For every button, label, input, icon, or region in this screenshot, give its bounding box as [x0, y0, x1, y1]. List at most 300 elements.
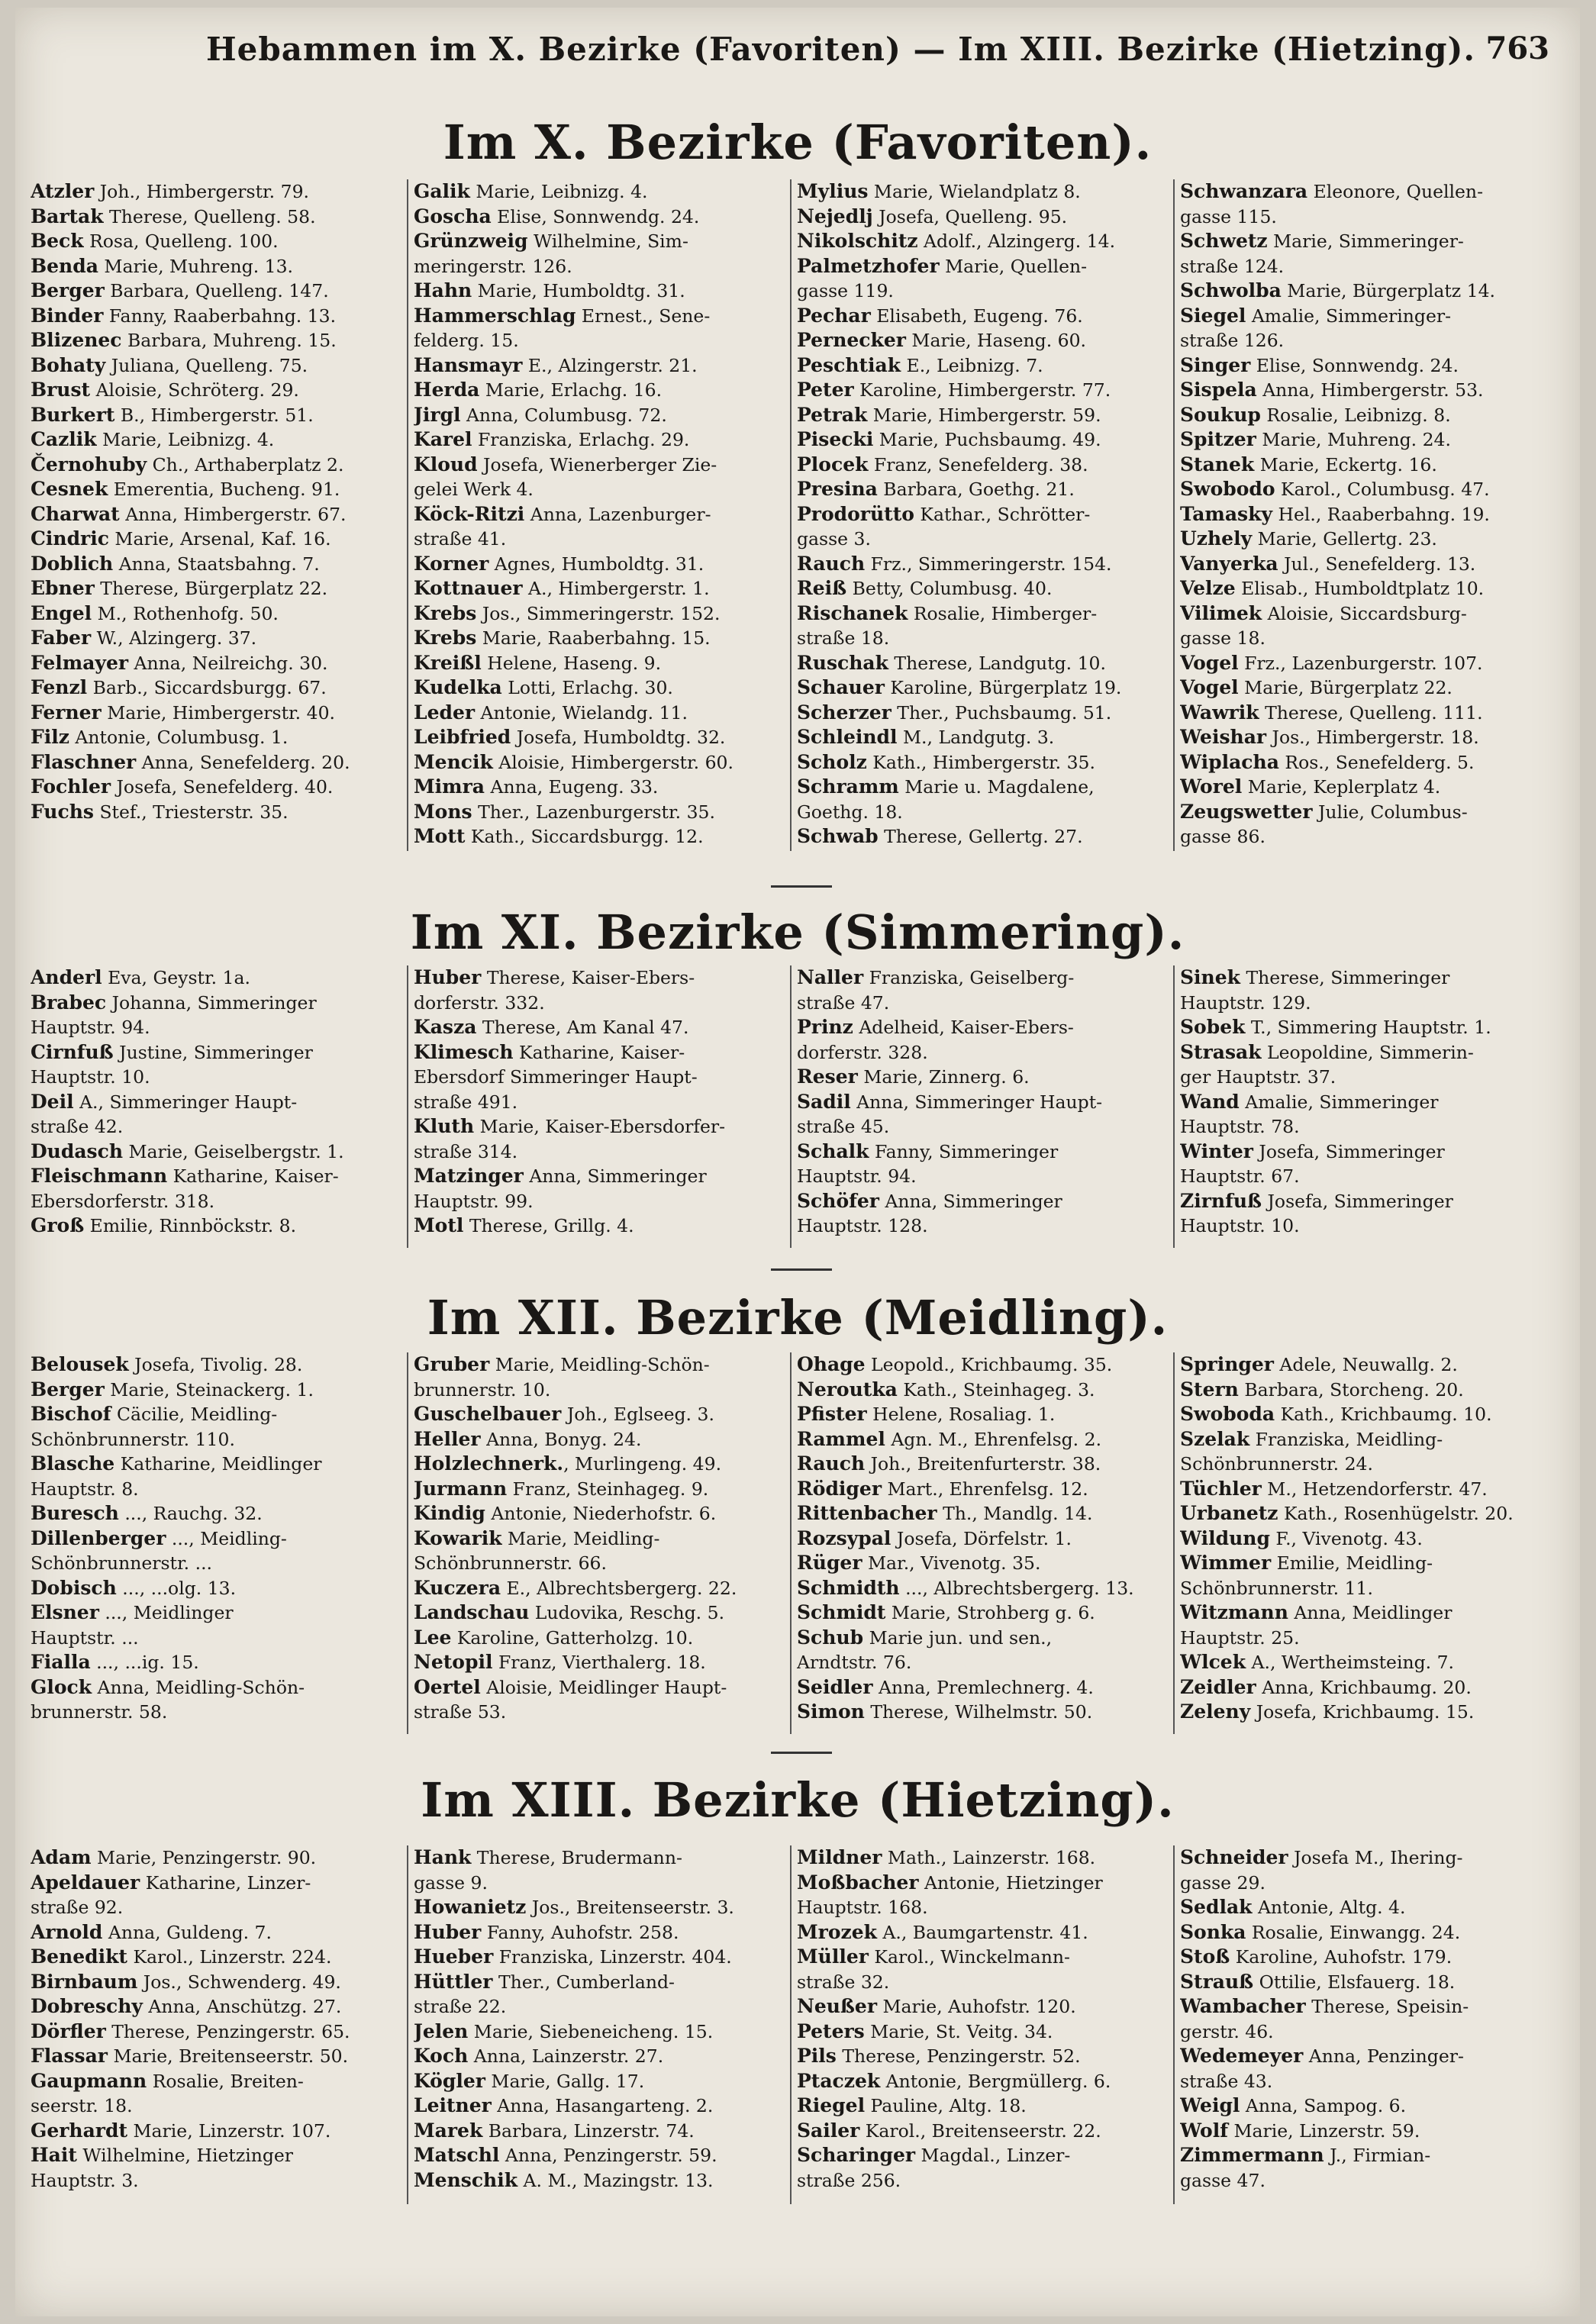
entry-details: Marie, Gallg. 17. [485, 2070, 645, 2092]
entry-surname: Fenzl [31, 676, 88, 698]
directory-entry [414, 254, 785, 279]
entry-details: Rosa, Quelleng. 100. [83, 230, 279, 252]
directory-entry [797, 1871, 1168, 1896]
entry-details: A., Himbergerstr. 1. [522, 578, 710, 599]
column-rule [790, 965, 792, 1248]
entry-surname: Sadil [797, 1090, 851, 1113]
entry-details: Anna, Meidlinger [1288, 1602, 1453, 1623]
directory-entry [31, 328, 401, 353]
section-title-xii: Im XII. Bezirke (Meidling). [427, 1290, 1169, 1346]
entry-details: gasse 119. [797, 280, 894, 301]
entry-surname: Oertel [414, 1675, 481, 1698]
entry-surname: Naller [797, 966, 864, 988]
directory-entry [797, 1189, 1168, 1214]
entry-surname: Blizenec [31, 329, 122, 351]
entry-surname: Dobreschy [31, 1995, 143, 2017]
entry-details: straße 42. [31, 1116, 124, 1137]
entry-surname: Soukup [1180, 403, 1261, 426]
entry-surname: Adam [31, 1846, 92, 1868]
directory-entry [414, 965, 785, 991]
directory-entry [31, 1945, 401, 1970]
entry-surname: Rozsypal [797, 1526, 892, 1549]
entry-details: Emilie, Rinnböckstr. 8. [84, 1215, 297, 1236]
directory-entry [797, 1526, 1168, 1552]
directory-entry [797, 1576, 1168, 1601]
entry-details: Jos., Himbergerstr. 18. [1266, 727, 1479, 748]
directory-entry [31, 1402, 401, 1427]
entry-surname: Charwat [31, 502, 120, 525]
entry-details: E., Alzingerstr. 21. [522, 354, 698, 376]
directory-entry [414, 651, 785, 676]
directory-entry [414, 2069, 785, 2094]
directory-entry [1180, 1189, 1551, 1214]
entry-details: Anna, Senefelderg. 20. [136, 751, 350, 773]
entry-surname: Hank [414, 1846, 472, 1868]
entry-details: Marie, Haseng. 60. [905, 330, 1087, 351]
directory-entry [31, 527, 401, 552]
directory-entry [414, 1920, 785, 1945]
entry-details: Amalie, Simmeringer [1239, 1091, 1439, 1113]
entry-details: Marie, Breitenseerstr. 50. [107, 2045, 349, 2067]
section-xi-columns [31, 965, 1565, 1248]
entry-details: Hauptstr. ... [31, 1626, 139, 1649]
directory-entry [414, 1675, 785, 1700]
entry-surname: Korner [414, 552, 489, 575]
entry-surname: Simon [797, 1700, 865, 1723]
directory-entry [414, 502, 785, 527]
directory-entry [31, 1576, 401, 1601]
entry-details: straße 47. [797, 991, 890, 1014]
directory-entry [31, 179, 401, 205]
directory-entry [797, 527, 1168, 552]
entry-surname: Galik [414, 180, 470, 202]
entry-surname: Mimra [414, 775, 485, 798]
directory-entry [1180, 991, 1551, 1016]
entry-details: Anna, Meidling-Schön- [92, 1676, 305, 1698]
entry-details: Therese, Penzingerstr. 52. [836, 2045, 1081, 2067]
entry-details: Anna, Guldeng. 7. [102, 1921, 272, 1943]
directory-entry [797, 403, 1168, 428]
entry-surname: Schmidt [797, 1601, 886, 1623]
entry-details: Ebersdorferstr. 318. [31, 1190, 215, 1212]
directory-entry [1180, 1845, 1551, 1871]
entry-surname: Jirgl [414, 403, 461, 426]
entry-surname: Cazlik [31, 428, 97, 450]
entry-details: Eva, Geystr. 1a. [102, 967, 250, 988]
directory-entry [1180, 626, 1551, 651]
directory-entry [414, 1576, 785, 1601]
entry-surname: Schalk [797, 1139, 869, 1162]
entry-details: Marie, Humboldtg. 31. [472, 280, 685, 301]
entry-details: Josefa, Dörfelstr. 1. [891, 1527, 1072, 1549]
entry-details: Julie, Columbus- [1312, 801, 1468, 823]
directory-entry [31, 775, 401, 800]
entry-details: Antonie, Altg. 4. [1252, 1897, 1406, 1918]
directory-entry [414, 427, 785, 453]
entry-details: Franziska, Geiselberg- [863, 967, 1075, 988]
directory-entry [797, 1675, 1168, 1700]
directory-entry [31, 1164, 401, 1189]
directory-entry [797, 353, 1168, 379]
entry-surname: Schramm [797, 775, 899, 798]
entry-details: Joh., Himbergerstr. 79. [94, 181, 309, 202]
entry-surname: Schöfer [797, 1189, 879, 1212]
directory-entry [797, 179, 1168, 205]
entry-surname: Flassar [31, 2045, 108, 2067]
entry-details: , Murlingeng. 49. [563, 1453, 722, 1475]
entry-details: Ther., Cumberland- [492, 1971, 675, 1993]
entry-surname: Zeugswetter [1180, 800, 1313, 823]
entry-details: straße 32. [797, 1971, 890, 1993]
entry-details: Arndtstr. 76. [797, 1652, 912, 1673]
entry-details: Mar., Vivenotg. 35. [862, 1552, 1041, 1574]
directory-entry [414, 2094, 785, 2119]
section-xiii-columns [31, 1845, 1565, 2204]
directory-entry [31, 1650, 401, 1675]
entry-details: Aloisie, Schröterg. 29. [90, 379, 299, 401]
entry-details: ..., ...olg. 13. [116, 1577, 237, 1599]
page-number: 763 [1485, 31, 1549, 66]
entry-surname: Hahn [414, 279, 472, 301]
directory-entry [31, 601, 401, 627]
entry-details: ..., Rauchg. 32. [118, 1503, 263, 1524]
directory-entry [797, 1427, 1168, 1452]
entry-details: ..., Albrechtsbergerg. 13. [899, 1577, 1134, 1599]
entry-surname: Rüger [797, 1552, 862, 1574]
directory-entry [797, 1015, 1168, 1040]
entry-surname: Stoß [1180, 1945, 1230, 1968]
entry-details: Amalie, Simmeringer- [1246, 305, 1452, 327]
entry-surname: Brust [31, 379, 91, 401]
directory-entry [797, 1845, 1168, 1871]
entry-details: Stef., Triesterstr. 35. [93, 801, 289, 823]
entry-surname: Palmetzhofer [797, 254, 940, 277]
directory-entry [31, 991, 401, 1016]
directory-entry [797, 1600, 1168, 1626]
directory-entry [797, 725, 1168, 750]
directory-entry [797, 1477, 1168, 1502]
directory-entry [414, 304, 785, 329]
entry-surname: Ferner [31, 701, 102, 724]
entry-surname: Ohage [797, 1353, 866, 1375]
directory-entry [31, 1845, 401, 1871]
directory-entry [31, 800, 401, 825]
entry-surname: Urbanetz [1180, 1502, 1278, 1524]
directory-entry [797, 1402, 1168, 1427]
entry-details: Marie, Arsenal, Kaf. 16. [108, 528, 331, 550]
entry-details: Marie, Linzerstr. 59. [1227, 2119, 1420, 2142]
entry-surname: Müller [797, 1945, 869, 1968]
entry-surname: Menschik [414, 2168, 518, 2191]
entry-details: M., Hetzendorferstr. 47. [1261, 1478, 1488, 1500]
directory-entry [414, 1214, 785, 1239]
entry-surname: Goscha [414, 205, 492, 227]
entry-details: Anna, Penzingerstr. 59. [499, 2145, 717, 2166]
directory-entry [797, 2119, 1168, 2144]
directory-entry [1180, 601, 1551, 627]
entry-surname: Sonka [1180, 1920, 1246, 1943]
directory-entry [414, 453, 785, 478]
entry-details: straße 92. [31, 1897, 124, 1918]
directory-entry [414, 1114, 785, 1139]
entry-surname: Mons [414, 800, 472, 823]
entry-details: Pauline, Altg. 18. [865, 2095, 1027, 2116]
entry-details: Elise, Sonnwendg. 24. [1250, 354, 1459, 376]
directory-entry [31, 1452, 401, 1477]
entry-surname: Zimmermann [1180, 2144, 1324, 2166]
section-divider [771, 1268, 832, 1271]
entry-surname: Scholz [797, 750, 867, 773]
directory-column [414, 1845, 785, 2204]
directory-entry [1180, 403, 1551, 428]
directory-entry [414, 1164, 785, 1189]
entry-details: Ottilie, Elsfauerg. 18. [1253, 1971, 1456, 1993]
entry-details: Anna, Himbergerstr. 67. [119, 503, 347, 525]
directory-entry [1180, 2044, 1551, 2069]
directory-entry [414, 1015, 785, 1040]
entry-surname: Kindig [414, 1502, 485, 1524]
entry-surname: Hueber [414, 1945, 494, 1968]
directory-entry [797, 1970, 1168, 1995]
entry-surname: Schleindl [797, 726, 898, 748]
entry-surname: Spitzer [1180, 428, 1256, 450]
directory-entry [797, 775, 1168, 800]
entry-surname: Howanietz [414, 1896, 527, 1918]
entry-surname: Rauch [797, 1452, 866, 1475]
directory-entry [414, 328, 785, 353]
entry-surname: Schwab [797, 825, 879, 847]
directory-entry [414, 1427, 785, 1452]
entry-details: Mart., Ehrenfelsg. 12. [882, 1478, 1088, 1500]
directory-entry [31, 1378, 401, 1403]
entry-details: Marie, Linzerstr. 107. [127, 2119, 331, 2142]
entry-surname: Benda [31, 254, 98, 277]
directory-entry [797, 1895, 1168, 1920]
entry-details: W., Alzingerg. 37. [91, 627, 257, 649]
entry-details: Aloisie, Siccardsburg- [1262, 602, 1467, 624]
directory-entry [31, 1675, 401, 1700]
directory-entry [1180, 179, 1551, 205]
entry-details: Anna, Sampog. 6. [1240, 2095, 1407, 2116]
entry-surname: Huber [414, 966, 482, 988]
directory-entry [414, 403, 785, 428]
entry-surname: Bischof [31, 1403, 111, 1425]
entry-details: Antonie, Wielandg. 11. [475, 701, 688, 724]
directory-entry [1180, 1650, 1551, 1675]
column-rule [1173, 965, 1175, 1248]
column-rule [1173, 1845, 1175, 2204]
entry-surname: Kreißl [414, 651, 482, 674]
directory-entry [797, 1626, 1168, 1651]
directory-entry [1180, 2019, 1551, 2045]
entry-details: ..., ...ig. 15. [90, 1652, 199, 1673]
entry-details: Franz, Vierthalerg. 18. [492, 1652, 706, 1673]
entry-surname: Vilimek [1180, 601, 1262, 624]
entry-surname: Wiplacha [1180, 750, 1279, 773]
directory-entry [414, 2143, 785, 2168]
directory-entry [797, 1214, 1168, 1239]
entry-details: Anna, Lainzerstr. 27. [468, 2045, 664, 2067]
entry-surname: Huber [414, 1920, 482, 1943]
directory-entry [1180, 1526, 1551, 1552]
directory-entry [414, 552, 785, 577]
entry-details: ger Hauptstr. 37. [1180, 1066, 1336, 1088]
entry-surname: Benedikt [31, 1945, 127, 1968]
directory-entry [797, 1065, 1168, 1090]
entry-surname: Hansmayr [414, 353, 523, 376]
entry-details: Ther., Lazenburgerstr. 35. [472, 801, 715, 823]
directory-entry [414, 1871, 785, 1896]
entry-details: Marie, Kaiser-Ebersdorfer- [474, 1116, 726, 1137]
directory-entry [1180, 675, 1551, 701]
entry-details: Betty, Columbusg. 40. [846, 578, 1053, 599]
entry-surname: Zirnfuß [1180, 1189, 1262, 1212]
directory-entry [31, 1015, 401, 1040]
entry-surname: Cirnfuß [31, 1040, 114, 1063]
directory-entry [414, 701, 785, 726]
directory-entry [31, 1477, 401, 1502]
entry-surname: Riegel [797, 2094, 866, 2116]
directory-entry [1180, 1675, 1551, 1700]
directory-entry [1180, 750, 1551, 775]
entry-details: Joh., Breitenfurterstr. 38. [865, 1453, 1101, 1475]
directory-entry [31, 1065, 401, 1090]
entry-details: Marie, Bürgerplatz 14. [1281, 280, 1496, 301]
entry-surname: Reiß [797, 577, 847, 599]
directory-entry [1180, 1378, 1551, 1403]
directory-entry [797, 626, 1168, 651]
directory-entry [1180, 1551, 1551, 1576]
entry-surname: Atzler [31, 180, 95, 202]
entry-details: Wilhelmine, Hietzinger [76, 2145, 294, 2166]
entry-surname: Bohaty [31, 353, 106, 376]
entry-surname: Vanyerka [1180, 552, 1278, 575]
directory-entry [1180, 229, 1551, 254]
directory-entry [414, 205, 785, 230]
directory-entry [1180, 2119, 1551, 2144]
entry-surname: Worel [1180, 775, 1243, 798]
directory-entry [31, 477, 401, 502]
entry-details: brunnerstr. 10. [414, 1378, 551, 1401]
entry-details: Elisab., Humboldtplatz 10. [1235, 578, 1485, 599]
entry-details: Schönbrunnerstr. ... [31, 1552, 213, 1574]
directory-entry [31, 626, 401, 651]
entry-details: Hauptstr. 129. [1180, 991, 1311, 1014]
entry-surname: Swoboda [1180, 1403, 1275, 1425]
entry-details: Kath., Himbergerstr. 35. [866, 751, 1095, 773]
directory-column [1180, 1845, 1551, 2204]
entry-details: gasse 29. [1180, 1871, 1266, 1894]
directory-entry [1180, 1626, 1551, 1651]
entry-surname: Cesnek [31, 478, 108, 500]
directory-entry [1180, 1352, 1551, 1378]
directory-entry [797, 477, 1168, 502]
directory-entry [1180, 701, 1551, 726]
entry-surname: Schwolba [1180, 279, 1282, 301]
entry-surname: Dobisch [31, 1576, 117, 1599]
directory-entry [1180, 965, 1551, 991]
entry-details: gelei Werk 4. [414, 479, 534, 500]
directory-entry [31, 651, 401, 676]
directory-entry [797, 453, 1168, 478]
directory-entry [31, 1700, 401, 1725]
entry-details: Anna, Staatsbahng. 7. [113, 553, 320, 575]
directory-entry [31, 1501, 401, 1526]
directory-entry [31, 502, 401, 527]
entry-details: Aloisie, Meidlinger Haupt- [480, 1676, 727, 1698]
entry-surname: Strauß [1180, 1970, 1254, 1993]
column-rule [407, 965, 408, 1248]
entry-details: Marie, Keplerplatz 4. [1242, 776, 1441, 798]
entry-surname: Pils [797, 2045, 837, 2067]
entry-surname: Dillenberger [31, 1526, 166, 1549]
entry-surname: Köck-Ritzi [414, 502, 525, 525]
entry-surname: Wimmer [1180, 1552, 1272, 1574]
directory-entry [414, 1352, 785, 1378]
entry-details: Hauptstr. 99. [414, 1190, 534, 1212]
entry-details: Agn. M., Ehrenfelsg. 2. [885, 1428, 1102, 1450]
entry-surname: Rittenbacher [797, 1502, 937, 1524]
directory-entry [414, 824, 785, 849]
entry-details: Anna, Simmeringer [523, 1165, 707, 1187]
directory-entry [1180, 1994, 1551, 2019]
entry-surname: Wildung [1180, 1526, 1270, 1549]
directory-column [414, 1352, 785, 1734]
entry-details: Anna, Lazenburger- [524, 503, 711, 525]
directory-entry [31, 205, 401, 230]
entry-details: Magdal., Linzer- [915, 2145, 1071, 2166]
directory-entry [797, 1164, 1168, 1189]
entry-details: straße 126. [1180, 330, 1285, 351]
entry-details: gasse 9. [414, 1871, 488, 1894]
entry-surname: Motl [414, 1214, 464, 1236]
entry-surname: Pfister [797, 1403, 867, 1425]
column-rule [407, 1845, 408, 2204]
directory-page [15, 8, 1580, 2316]
entry-details: Anna, Columbusg. 72. [460, 404, 667, 426]
entry-surname: Leder [414, 701, 476, 724]
entry-surname: Kuczera [414, 1576, 501, 1599]
entry-surname: Doblich [31, 552, 114, 575]
entry-surname: Gruber [414, 1353, 490, 1375]
entry-details: Rosalie, Himberger- [908, 602, 1098, 624]
directory-entry [1180, 1895, 1551, 1920]
entry-surname: Kögler [414, 2069, 485, 2092]
entry-surname: Groß [31, 1214, 85, 1236]
entry-surname: Sinek [1180, 966, 1240, 988]
entry-surname: Rödiger [797, 1477, 882, 1500]
directory-entry [414, 601, 785, 627]
entry-details: Therese, Quelleng. 111. [1259, 701, 1483, 724]
entry-details: Ther., Puchsbaumg. 51. [891, 701, 1112, 724]
column-rule [790, 179, 792, 851]
entry-details: straße 43. [1180, 2070, 1273, 2092]
entry-surname: Zeidler [1180, 1675, 1256, 1698]
directory-column [797, 965, 1168, 1248]
entry-details: Emilie, Meidling- [1271, 1552, 1433, 1574]
entry-surname: Tüchler [1180, 1477, 1262, 1500]
directory-entry [414, 1700, 785, 1725]
entry-details: Kath., Rosenhügelstr. 20. [1278, 1503, 1514, 1524]
directory-entry [797, 254, 1168, 279]
directory-entry [31, 2019, 401, 2045]
entry-details: Franziska, Meidling- [1249, 1428, 1443, 1450]
entry-details: Barb., Siccardsburgg. 67. [87, 677, 327, 698]
entry-details: Leopoldine, Simmerin- [1261, 1041, 1474, 1063]
entry-details: Karol., Columbusg. 47. [1275, 479, 1490, 500]
entry-details: Ros., Senefelderg. 5. [1278, 751, 1475, 773]
entry-details: Karoline, Gatterholzg. 10. [451, 1626, 694, 1649]
